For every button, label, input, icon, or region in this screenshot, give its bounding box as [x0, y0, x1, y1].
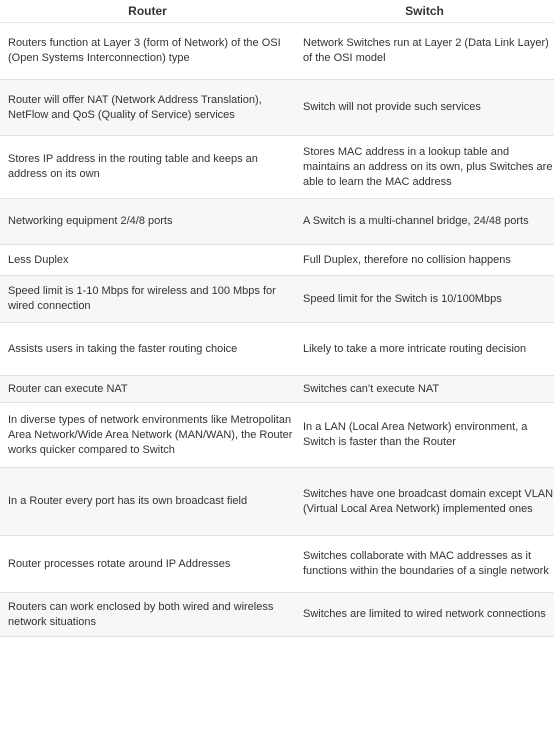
table-row: [0, 23, 554, 80]
header-row: [0, 0, 554, 23]
header-switch: Switch: [295, 0, 554, 23]
router-cell: Stores IP address in the routing table and keeps an address on its own: [0, 136, 295, 199]
switch-cell: Switches are limited to wired network connections: [295, 593, 554, 637]
switch-cell: Speed limit for the Switch is 10/100Mbps: [295, 276, 554, 323]
router-cell: Speed limit is 1-10 Mbps for wireless and 100 Mbps for wired connection: [0, 276, 295, 323]
switch-cell: Likely to take a more intricate routing decision: [295, 323, 554, 376]
switch-cell: In a LAN (Local Area Network) environment, a Switch is faster than the Router: [295, 403, 554, 468]
table-row: [0, 245, 554, 276]
table-row: [0, 199, 554, 245]
switch-cell: Full Duplex, therefore no collision happens: [295, 245, 554, 276]
router-cell: Router will offer NAT (Network Address Translation), NetFlow and QoS (Quality of Service) services: [0, 80, 295, 136]
table-row: [0, 80, 554, 136]
table-row: [0, 468, 554, 536]
table-row: [0, 403, 554, 468]
router-cell: Routers can work enclosed by both wired and wireless network situations: [0, 593, 295, 637]
router-cell: Routers function at Layer 3 (form of Network) of the OSI (Open Systems Interconnection) type: [0, 23, 295, 80]
table-row: [0, 323, 554, 376]
table-row: [0, 376, 554, 403]
router-cell: Networking equipment 2/4/8 ports: [0, 199, 295, 245]
table-body: [0, 23, 554, 637]
switch-cell: Stores MAC address in a lookup table and maintains an address on its own, plus Switches are able to learn the MAC address: [295, 136, 554, 199]
router-cell: Router processes rotate around IP Addresses: [0, 536, 295, 593]
switch-cell: Switches can’t execute NAT: [295, 376, 554, 403]
table-row: [0, 276, 554, 323]
table-row: [0, 593, 554, 637]
switch-cell: A Switch is a multi-channel bridge, 24/48 ports: [295, 199, 554, 245]
switch-cell: Network Switches run at Layer 2 (Data Link Layer) of the OSI model: [295, 23, 554, 80]
router-cell: Router can execute NAT: [0, 376, 295, 403]
router-cell: In diverse types of network environments like Metropolitan Area Network/Wide Area Network (MAN/WAN), the Router works quicker compared to Switch: [0, 403, 295, 468]
switch-cell: Switches have one broadcast domain except VLAN (Virtual Local Area Network) implemented ones: [295, 468, 554, 536]
header-router: Router: [0, 0, 295, 23]
router-cell: Less Duplex: [0, 245, 295, 276]
router-cell: In a Router every port has its own broadcast field: [0, 468, 295, 536]
router-cell: Assists users in taking the faster routing choice: [0, 323, 295, 376]
table-row: [0, 136, 554, 199]
table-row: [0, 536, 554, 593]
switch-cell: Switch will not provide such services: [295, 80, 554, 136]
switch-cell: Switches collaborate with MAC addresses as it functions within the boundaries of a single network: [295, 536, 554, 593]
